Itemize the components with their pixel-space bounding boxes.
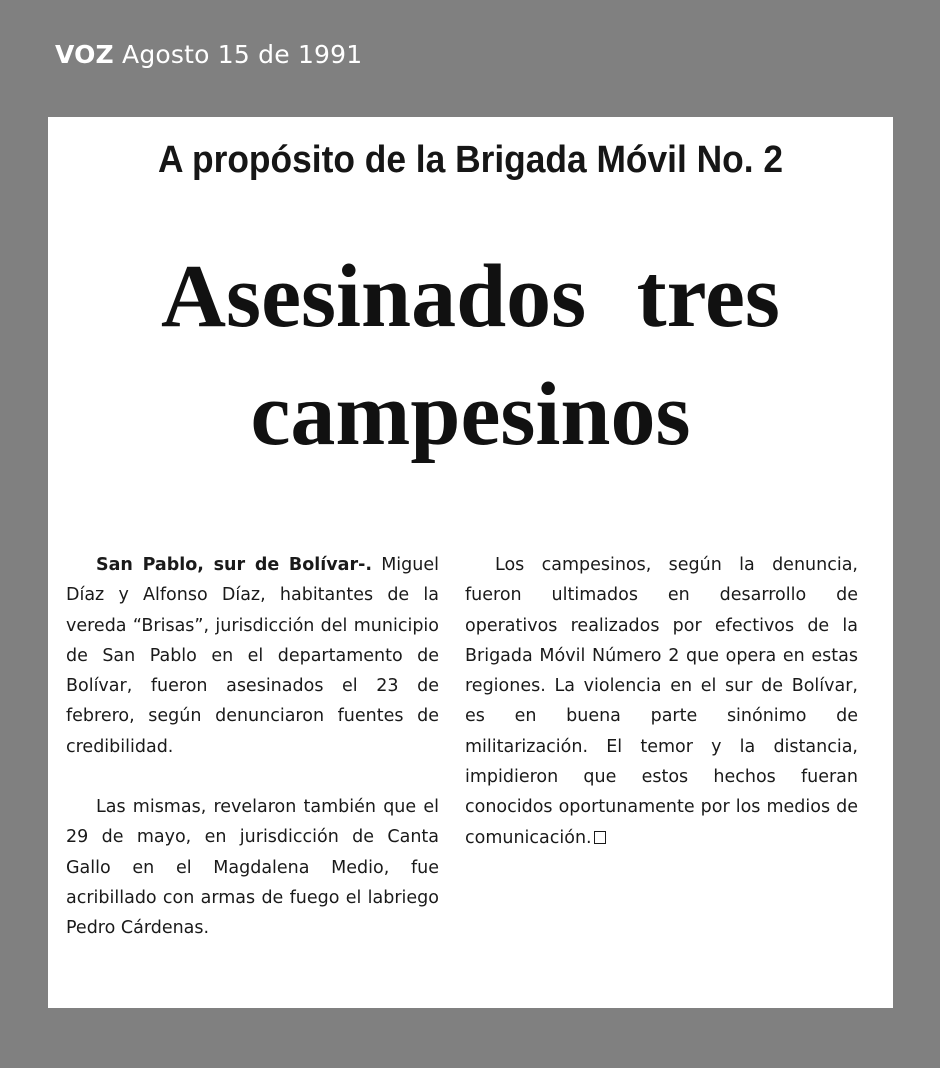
paragraph-2: Las mismas, revelaron también que el 29 de mayo, en jurisdicción de Canta Gallo en el Magdalena Medio, fue acribillado con armas de fuego el labriego Pedro Cárdenas. (66, 797, 439, 939)
article-kicker: A propósito de la Brigada Móvil No. 2 (157, 139, 784, 181)
paragraph-1-body: Miguel Díaz y Alfonso Díaz, habitantes de la vereda “Brisas”, jurisdicción del municipio de San Pablo en el departamento de Bolívar, fueron asesinados el 23 de febrero, según denunciaron fuentes de credibilidad. (66, 555, 440, 757)
end-of-article-icon (594, 831, 606, 844)
paragraph-1 (66, 550, 439, 762)
source-caption (55, 40, 362, 69)
dateline: San Pablo, sur de Bolívar-. (96, 555, 373, 575)
publication-date: Agosto 15 de 1991 (122, 40, 363, 69)
article-column-left (66, 550, 439, 944)
paragraph-3 (465, 550, 858, 853)
paragraph-3-body: Los campesinos, según la denuncia, fueron ultimados en desarrollo de operativos realizados por efectivos de la Brigada Móvil Número 2 que opera en estas regiones. La violencia en el sur de Bolívar, es en buena parte sinónimo de militarización. El temor y la distancia, impidieron que estos hechos fueran conocidos oportunamente por los medios de comunicación. (465, 555, 858, 848)
publication-name: VOZ (55, 40, 114, 69)
headline-line-1: Asesinados tres (161, 247, 780, 346)
headline-line-2: campesinos (250, 365, 691, 464)
article-column-right (465, 550, 858, 853)
newspaper-clipping (48, 117, 893, 1008)
